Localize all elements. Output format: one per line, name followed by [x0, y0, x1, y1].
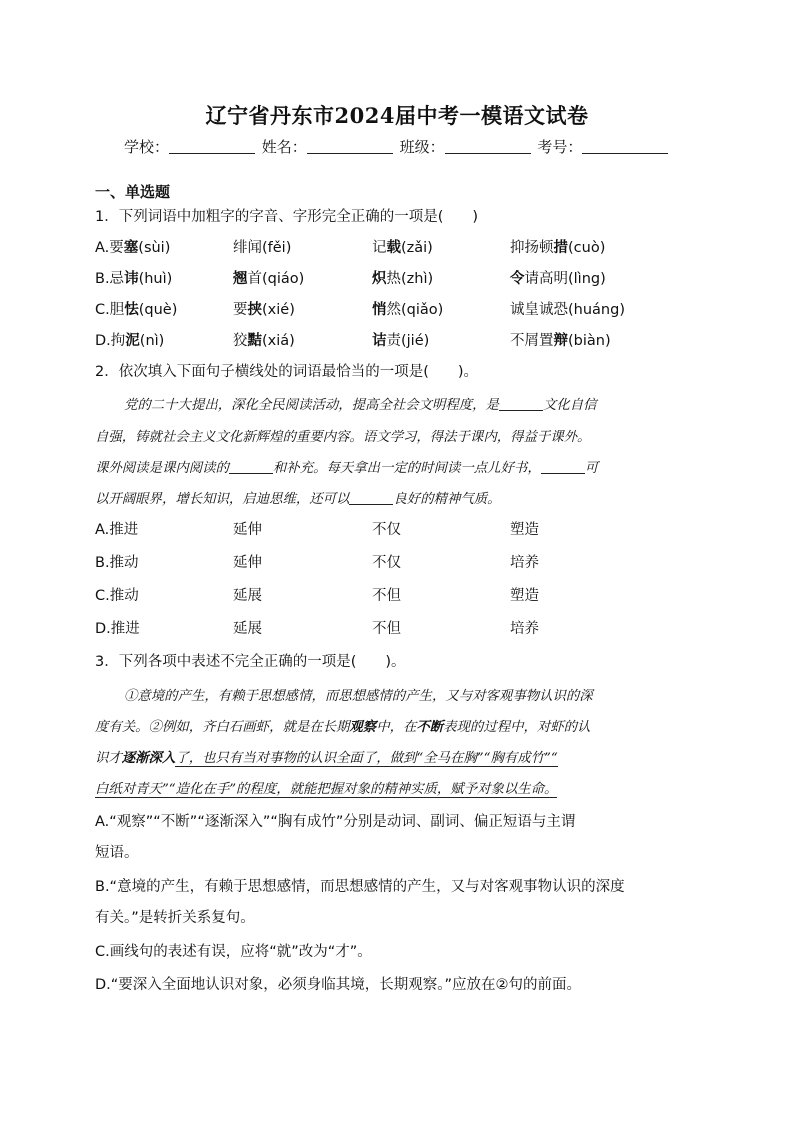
- q1-a-3: [372, 236, 433, 257]
- q1-b-1: [95, 267, 172, 288]
- q1-b-4: [510, 267, 606, 288]
- q3-stem: 3．下列各项中表述不完全正确的一项是( )。: [95, 654, 406, 670]
- q1-b-1-text: B.忌: [95, 271, 125, 287]
- q2-d-4: 培养: [510, 621, 539, 637]
- q3-l3-bold: 逐渐深入: [121, 750, 176, 766]
- q1-d-4: [510, 329, 611, 350]
- q1-c-3-text: 然(qiǎo): [386, 302, 444, 318]
- q3-option-d: D.“要深入全面地认识对象，必须身临其境，长期观察。”应放在②句的前面。: [95, 977, 582, 993]
- q3-l2-bold-1: 观察: [349, 719, 377, 735]
- q3-l2-bold-2: 不断: [416, 719, 444, 735]
- q1-c-4: [510, 298, 625, 319]
- q1-c-2: [233, 298, 295, 319]
- q3-passage-line-4: [95, 778, 690, 797]
- q2-d-3: 不但: [372, 621, 401, 637]
- q2-b-2: 延伸: [233, 555, 262, 571]
- q1-a-1-pinyin: (sùi): [138, 240, 171, 256]
- q1-d-1-bold: 泥: [125, 333, 140, 349]
- q2-p4-text: 以开阔眼界，增长知识，启迪思维，还可以: [95, 492, 350, 507]
- q1-d-3-text: 责(jié): [386, 333, 430, 349]
- q1-b-3-text: 热(zhì): [386, 271, 434, 287]
- q1-d-2-bold: 黠: [247, 333, 262, 349]
- q2-p1-tail: 文化自信: [542, 398, 597, 413]
- q2-stem: 2．依次填入下面句子横线处的词语最恰当的一项是( )。: [95, 364, 479, 380]
- q1-d-4-bold: 辩: [553, 333, 568, 349]
- q1-c-1: [95, 298, 177, 319]
- q2-p3-text: 课外阅读是课内阅读的: [95, 461, 229, 476]
- q3-passage-line-2: [95, 716, 690, 735]
- q3-passage-line-1: ①意境的产生，有赖于思想感情，而思想感情的产生，又与对客观事物认识的深: [124, 689, 593, 704]
- student-info-row: [124, 136, 670, 157]
- q1-b-4-bold: 令: [510, 271, 525, 287]
- q1-a-2-text: 绯闻(fěi): [233, 240, 292, 256]
- q3-option-b-line-1: B.“意境的产生，有赖于思想感情，而思想感情的产生，又与对客观事物认识的深度: [95, 879, 625, 895]
- q1-d-2: [233, 329, 295, 350]
- q3-l4-underlined: 白纸对青天”“造化在手”的程度，就能把握对象的精神实质，赋予对象以生命。: [95, 782, 558, 797]
- q1-d-1-text: D.拘: [95, 333, 126, 349]
- q3-option-a-line-2: 短语。: [95, 845, 139, 861]
- q2-blank-3: [541, 461, 585, 474]
- q2-c-1: C.推动: [95, 588, 139, 604]
- q3-option-c: C.画线句的表述有误，应将“就”改为“才”。: [95, 944, 372, 960]
- q1-c-2-pinyin: (xié): [262, 302, 295, 318]
- q1-b-1-pinyin: (huì): [138, 271, 173, 287]
- q1-a-4-text: 抑扬顿: [510, 240, 554, 256]
- q2-passage-line-1: [124, 394, 690, 413]
- q1-b-2: [233, 267, 304, 288]
- q2-a-4: 塑造: [510, 522, 539, 538]
- q2-b-3: 不仅: [372, 555, 401, 571]
- q1-d-2-text: 狡: [233, 333, 248, 349]
- q2-a-2: 延伸: [233, 522, 262, 538]
- q2-p4-tail: 良好的精神气质。: [393, 492, 501, 507]
- q1-c-4-text: 诚皇诚恐(huáng): [510, 302, 625, 318]
- q1-a-1-bold: 塞: [123, 240, 139, 256]
- q2-a-3: 不仅: [372, 522, 401, 538]
- name-label: 姓名：: [261, 138, 307, 156]
- school-label: 学校：: [124, 138, 170, 156]
- q2-blank-1: [499, 398, 543, 411]
- q1-b-2-bold: 翘: [233, 271, 248, 287]
- q2-p1-text: 党的二十大提出，深化全民阅读活动，提高全社会文明程度，是: [124, 398, 499, 413]
- q3-l2-tail: 表现的过程中，对虾的认: [443, 720, 591, 735]
- exam-title: 辽宁省丹东市2024届中考一模语文试卷: [205, 103, 589, 128]
- q2-c-2: 延展: [233, 588, 262, 604]
- name-blank: [307, 139, 393, 154]
- q2-passage-line-3: [95, 457, 690, 476]
- number-label: 考号：: [537, 138, 583, 156]
- q1-d-1-pinyin: (nì): [139, 333, 165, 349]
- q1-a-1: [95, 236, 170, 257]
- q1-c-1-pinyin: (què): [138, 302, 178, 318]
- school-blank: [169, 139, 255, 154]
- q3-passage-line-3: [95, 747, 690, 766]
- q3-option-a-line-1: A.“观察”“不断”“逐渐深入”“胸有成竹”分别是动词、副词、偏正短语与主谓: [95, 814, 576, 830]
- q1-a-4-pinyin: (cuò): [568, 240, 606, 256]
- q1-a-4: [510, 236, 605, 257]
- q2-d-1: D.推进: [95, 621, 140, 637]
- q1-d-4-text: 不屑置: [510, 333, 554, 349]
- q2-passage-line-2: 自强，铸就社会主义文化新辉煌的重要内容。语文学习，得法于课内，得益于课外。: [95, 430, 591, 445]
- q1-a-3-text: 记: [372, 240, 387, 256]
- q1-d-3: [372, 329, 429, 350]
- class-label: 班级：: [399, 138, 445, 156]
- q1-a-2: [233, 236, 291, 257]
- q1-c-2-bold: 挟: [247, 302, 262, 318]
- q1-b-1-bold: 讳: [124, 271, 139, 287]
- q1-b-2-text: 首(qiáo): [247, 271, 305, 287]
- q1-stem: 1．下列词语中加粗字的字音、字形完全正确的一项是( ): [95, 209, 479, 225]
- q3-l2-text: 度有关。②例如，齐白石画虾，就是在长期: [95, 720, 350, 735]
- q2-d-2: 延展: [233, 621, 262, 637]
- q1-d-1: [95, 329, 164, 350]
- q2-b-1: B.推动: [95, 555, 139, 571]
- q2-c-4: 塑造: [510, 588, 539, 604]
- q1-c-3-bold: 悄: [372, 302, 387, 318]
- section-heading: 一、单选题: [95, 183, 171, 201]
- class-blank: [445, 139, 531, 154]
- q3-l3-text: 识才: [95, 751, 122, 766]
- q1-d-3-bold: 诘: [372, 333, 387, 349]
- q2-a-1: A.推进: [95, 522, 139, 538]
- q1-b-3: [372, 267, 433, 288]
- q2-p3-tail: 可: [584, 461, 599, 476]
- q2-p3-mid: 和补充。每天拿出一定的时间读一点儿好书，: [272, 461, 541, 476]
- q1-c-2-text: 要: [233, 302, 248, 318]
- q3-l2-mid: 中，在: [376, 720, 417, 735]
- q1-b-4-text: 请高明(lìng): [524, 271, 606, 287]
- q1-c-1-bold: 怯: [124, 302, 139, 318]
- q1-d-4-pinyin: (biàn): [568, 333, 611, 349]
- q3-option-b-line-2: 有关。”是转折关系复句。: [95, 910, 255, 926]
- q3-l3-underlined: 了，也只有当对事物的认识全面了，做到“全马在胸”“胸有成竹”“: [175, 751, 558, 766]
- q1-a-3-pinyin: (zǎi): [401, 240, 433, 256]
- q1-b-3-bold: 炽: [372, 271, 387, 287]
- q2-blank-2: [229, 461, 273, 474]
- q2-blank-4: [349, 492, 393, 505]
- q1-a-3-bold: 载: [386, 240, 401, 256]
- q2-b-4: 培养: [510, 555, 539, 571]
- q1-c-3: [372, 298, 443, 319]
- q1-a-4-bold: 措: [553, 240, 568, 256]
- q1-a-1-text: A.要: [95, 240, 124, 256]
- q1-d-2-pinyin: (xiá): [262, 333, 295, 349]
- q2-c-3: 不但: [372, 588, 401, 604]
- q2-passage-line-4: [95, 488, 690, 507]
- q1-c-1-text: C.胆: [95, 302, 125, 318]
- number-blank: [582, 139, 668, 154]
